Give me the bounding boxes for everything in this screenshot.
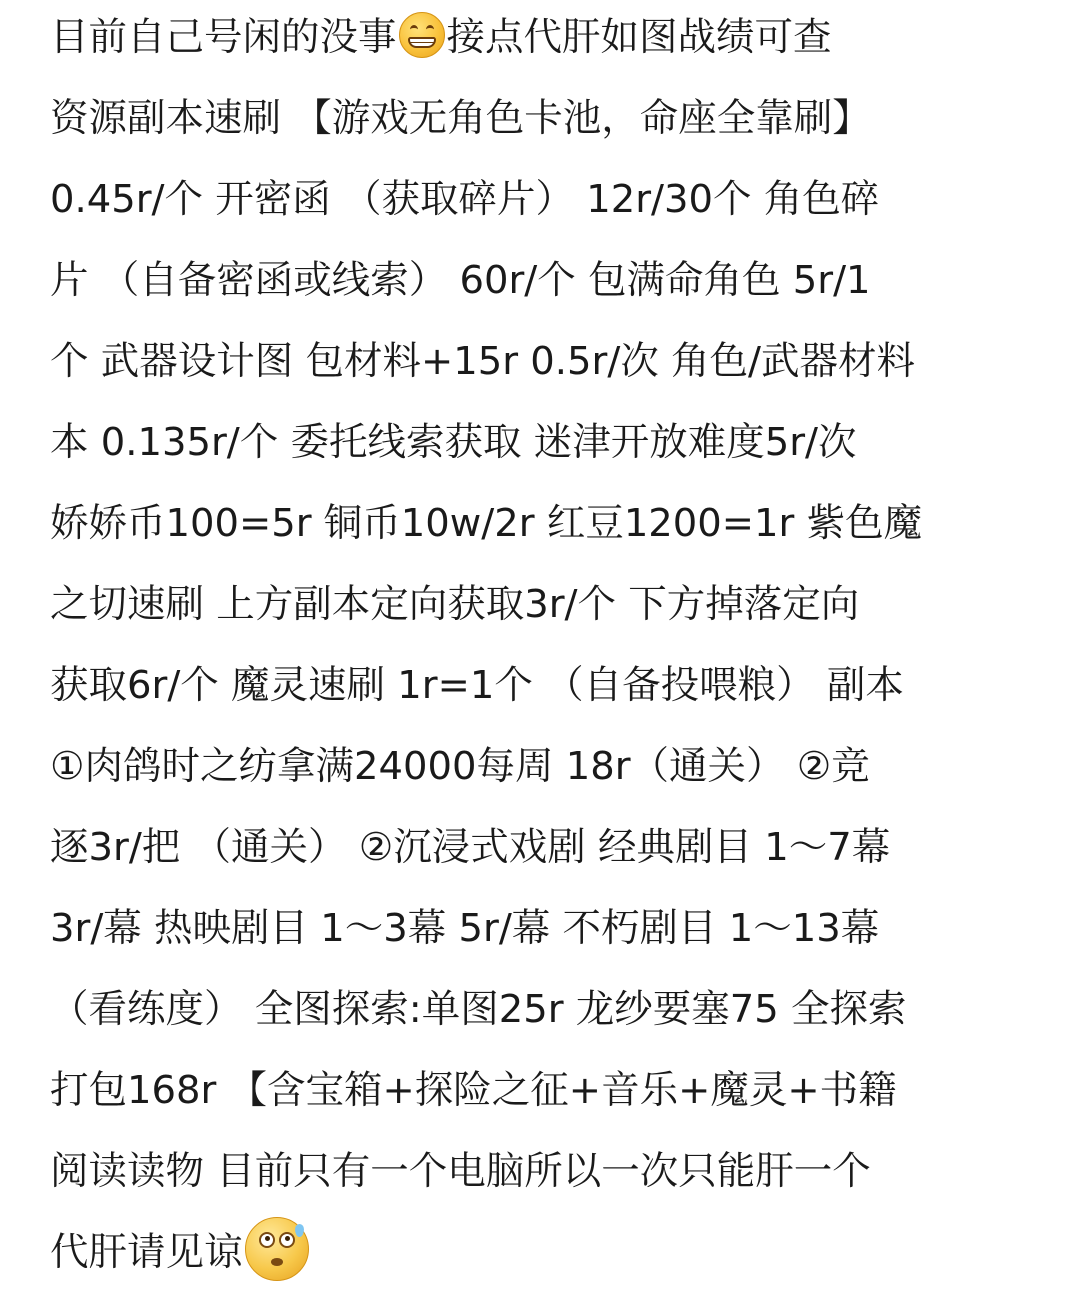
post-text: 娇娇币100=5r 铜币10w/2r 红豆1200=1r 紫色魔	[50, 501, 923, 546]
post-line-15	[50, 1132, 871, 1212]
post-line-1	[50, 0, 832, 78]
post-text: ①肉鸽时之纺拿满24000每周 18r（通关） ②竞	[50, 744, 870, 789]
grinning-face-icon	[399, 12, 445, 58]
post-line-12	[50, 889, 879, 969]
post-line-4	[50, 241, 871, 321]
post-line-14	[50, 1051, 897, 1131]
post-text: 3r/幕 热映剧目 1～3幕 5r/幕 不朽剧目 1～13幕	[50, 906, 880, 951]
post-line-13	[50, 970, 907, 1050]
post-text: （看练度） 全图探索:单图25r 龙纱要塞75 全探索	[50, 987, 907, 1032]
post-line-10	[50, 727, 870, 807]
post-text: 片 （自备密函或线索） 60r/个 包满命角色 5r/1	[50, 258, 871, 303]
post-line-6	[50, 403, 857, 483]
post-line-2	[50, 79, 871, 159]
post-line-16	[50, 1213, 311, 1293]
post-text: 个 武器设计图 包材料+15r 0.5r/次 角色/武器材料	[50, 339, 916, 384]
post-text: 逐3r/把 （通关） ②沉浸式戏剧 经典剧目 1～7幕	[50, 825, 891, 870]
post-line-11	[50, 808, 890, 888]
post-text: 之切速刷 上方副本定向获取3r/个 下方掉落定向	[50, 582, 860, 627]
post-line-5	[50, 322, 915, 402]
post-line-8	[50, 565, 859, 645]
post-text: 获取6r/个 魔灵速刷 1r=1个 （自备投喂粮） 副本	[50, 663, 904, 708]
post-text: 0.45r/个 开密函 （获取碎片） 12r/30个 角色碎	[50, 177, 880, 222]
post-text: 打包168r 【含宝箱+探险之征+音乐+魔灵+书籍	[50, 1068, 897, 1113]
post-line-3	[50, 160, 879, 240]
post-text: 接点代肝如图战绩可查	[446, 15, 832, 60]
post-text: 代肝请见谅	[50, 1230, 243, 1275]
dizzy-face-sweat-icon	[245, 1217, 309, 1281]
post-line-7	[50, 484, 922, 564]
post-body	[50, 0, 1040, 1296]
post-text: 本 0.135r/个 委托线索获取 迷津开放难度5r/次	[50, 420, 857, 465]
post-text: 资源副本速刷 【游戏无角色卡池，命座全靠刷】	[50, 96, 871, 141]
post-text: 目前自己号闲的没事	[50, 15, 397, 60]
post-line-9	[50, 646, 904, 726]
post-text: 阅读读物 目前只有一个电脑所以一次只能肝一个	[50, 1149, 871, 1194]
